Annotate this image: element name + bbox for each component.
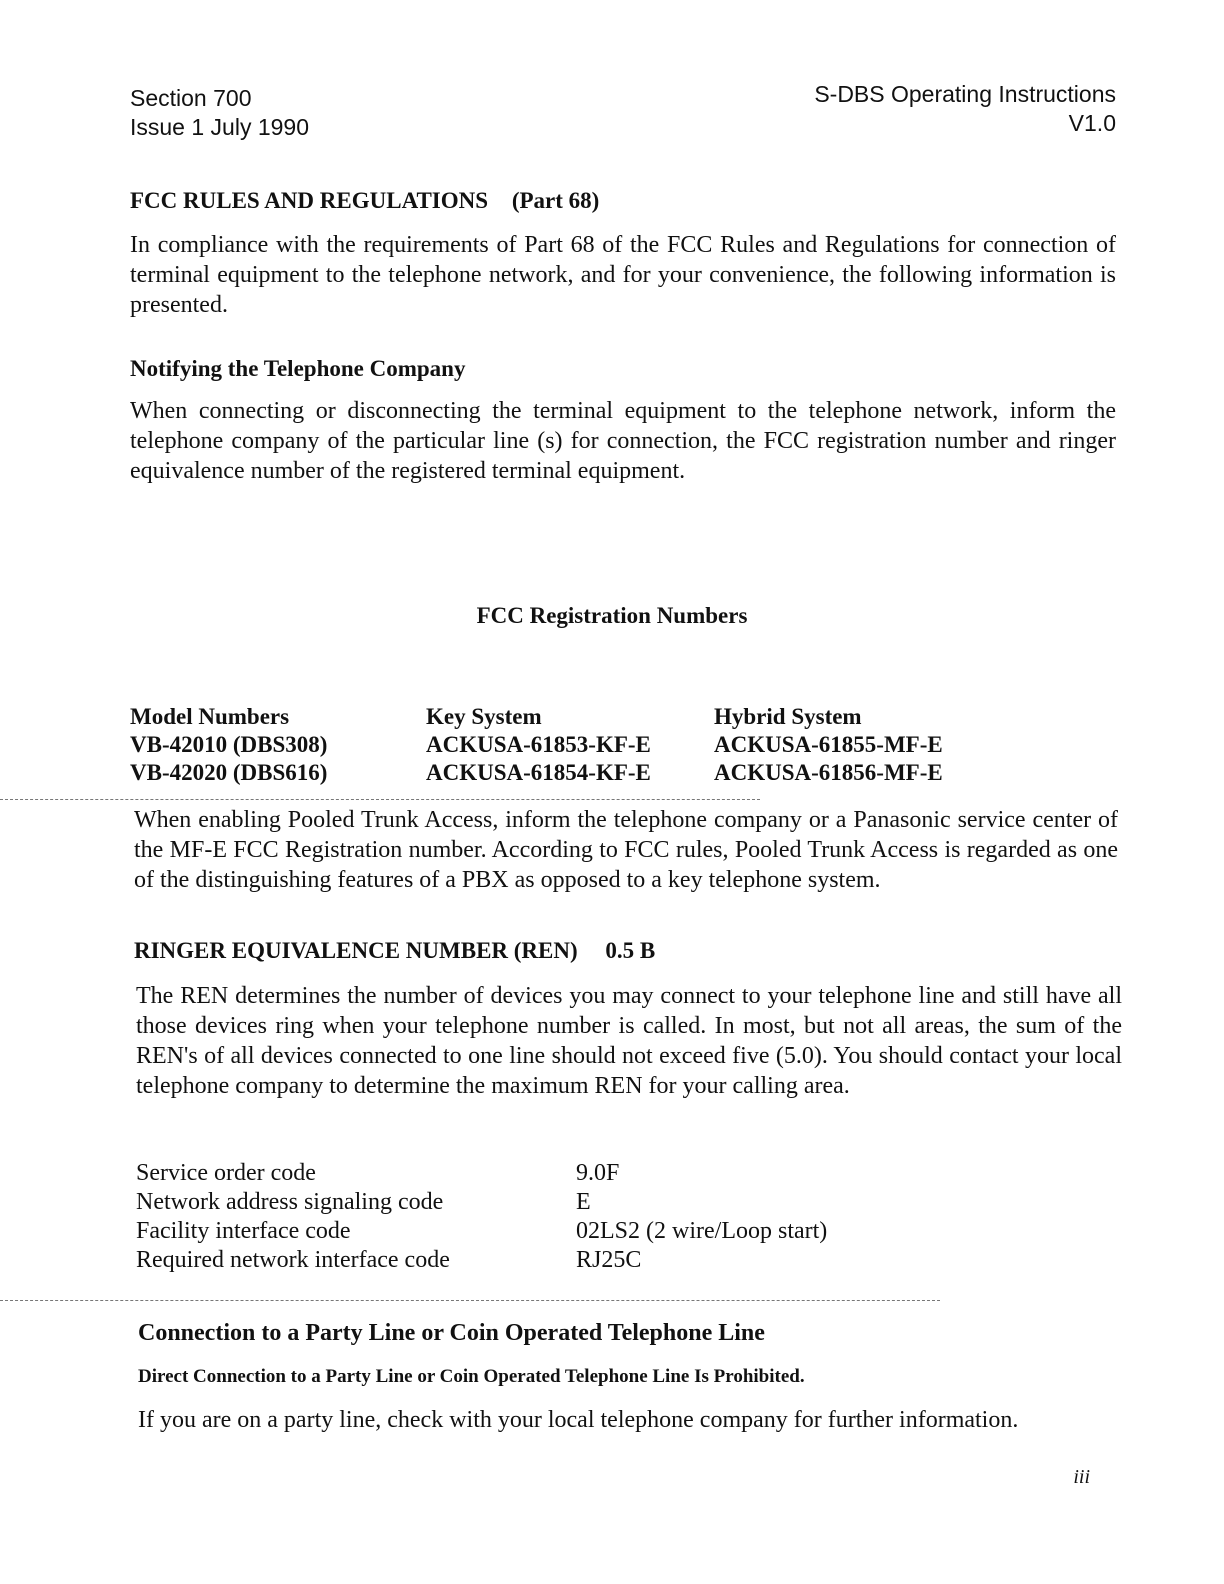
version-label: V1.0 xyxy=(1068,110,1116,136)
table-row xyxy=(130,732,943,760)
registration-title: FCC Registration Numbers xyxy=(476,603,748,628)
header-right xyxy=(814,80,1116,138)
fcc-rules-part: (Part 68) xyxy=(511,188,600,213)
fcc-rules-title: FCC RULES AND REGULATIONS xyxy=(130,188,489,213)
code-label: Network address signaling code xyxy=(136,1189,444,1215)
table-row xyxy=(136,1218,827,1247)
code-label: Required network interface code xyxy=(136,1247,450,1273)
issue-date: Issue 1 July 1990 xyxy=(130,114,310,140)
document-title: S-DBS Operating Instructions xyxy=(814,81,1116,107)
model-number: VB-42020 (DBS616) xyxy=(130,760,328,785)
ren-heading: RINGER EQUIVALENCE NUMBER (REN) xyxy=(134,938,578,963)
fcc-intro-paragraph: In compliance with the requirements of Part 68 of the FCC Rules and Regulations for connection of terminal equipment to the telephone network, and for your convenience, the following information is presented. xyxy=(130,232,1116,318)
divider-line xyxy=(0,1300,940,1301)
code-value: 02LS2 (2 wire/Loop start) xyxy=(576,1218,828,1244)
party-line-prohibited-notice: Direct Connection to a Party Line or Coin Operated Telephone Line Is Prohibited. xyxy=(138,1366,805,1387)
page-number: iii xyxy=(1073,1466,1090,1488)
hybrid-system-number: ACKUSA-61855-MF-E xyxy=(714,732,943,757)
ren-paragraph: The REN determines the number of devices you may connect to your telephone line and still have all those devices ring when your telephone number is called. In most, but not all areas, the sum of the REN's of all devices connected to one line should not exceed five (5.0). You should contact your local telephone company to determine the maximum REN for your calling area. xyxy=(136,983,1122,1099)
registration-table xyxy=(130,704,943,788)
table-row xyxy=(136,1160,827,1189)
interface-codes-table xyxy=(136,1160,827,1276)
key-system-number: ACKUSA-61854-KF-E xyxy=(426,760,651,785)
code-value: 9.0F xyxy=(576,1160,620,1186)
table-row xyxy=(136,1247,827,1276)
code-label: Facility interface code xyxy=(136,1218,351,1244)
code-value: RJ25C xyxy=(576,1247,642,1273)
key-system-number: ACKUSA-61853-KF-E xyxy=(426,732,651,757)
party-line-heading: Connection to a Party Line or Coin Operated Telephone Line xyxy=(138,1320,765,1346)
header-left xyxy=(130,84,309,142)
section-label: Section 700 xyxy=(130,85,252,111)
code-label: Service order code xyxy=(136,1160,316,1186)
table-row xyxy=(130,760,943,788)
notify-heading: Notifying the Telephone Company xyxy=(130,356,466,381)
code-value: E xyxy=(576,1189,591,1215)
hybrid-system-number: ACKUSA-61856-MF-E xyxy=(714,760,943,785)
ren-value: 0.5 B xyxy=(605,938,656,963)
column-header-key-system: Key System xyxy=(426,704,542,729)
registration-header-row xyxy=(130,704,943,732)
column-header-model: Model Numbers xyxy=(130,704,290,729)
column-header-hybrid-system: Hybrid System xyxy=(714,704,862,729)
party-line-paragraph: If you are on a party line, check with your local telephone company for further information. xyxy=(138,1407,1019,1433)
fcc-rules-heading xyxy=(130,188,599,214)
notify-paragraph: When connecting or disconnecting the terminal equipment to the telephone network, inform the telephone company of the particular line (s) for connection, the FCC registration number and ringer equivalence number of the registered terminal equipment. xyxy=(130,398,1116,484)
table-row xyxy=(136,1189,827,1218)
model-number: VB-42010 (DBS308) xyxy=(130,732,328,757)
divider-line xyxy=(0,799,760,800)
ren-heading-line xyxy=(134,938,655,964)
pooled-trunk-paragraph: When enabling Pooled Trunk Access, inform the telephone company or a Panasonic service center of the MF-E FCC Registration number. According to FCC rules, Pooled Trunk Access is regarded as one of the distinguishing features of a PBX as opposed to a key telephone system. xyxy=(134,807,1118,893)
